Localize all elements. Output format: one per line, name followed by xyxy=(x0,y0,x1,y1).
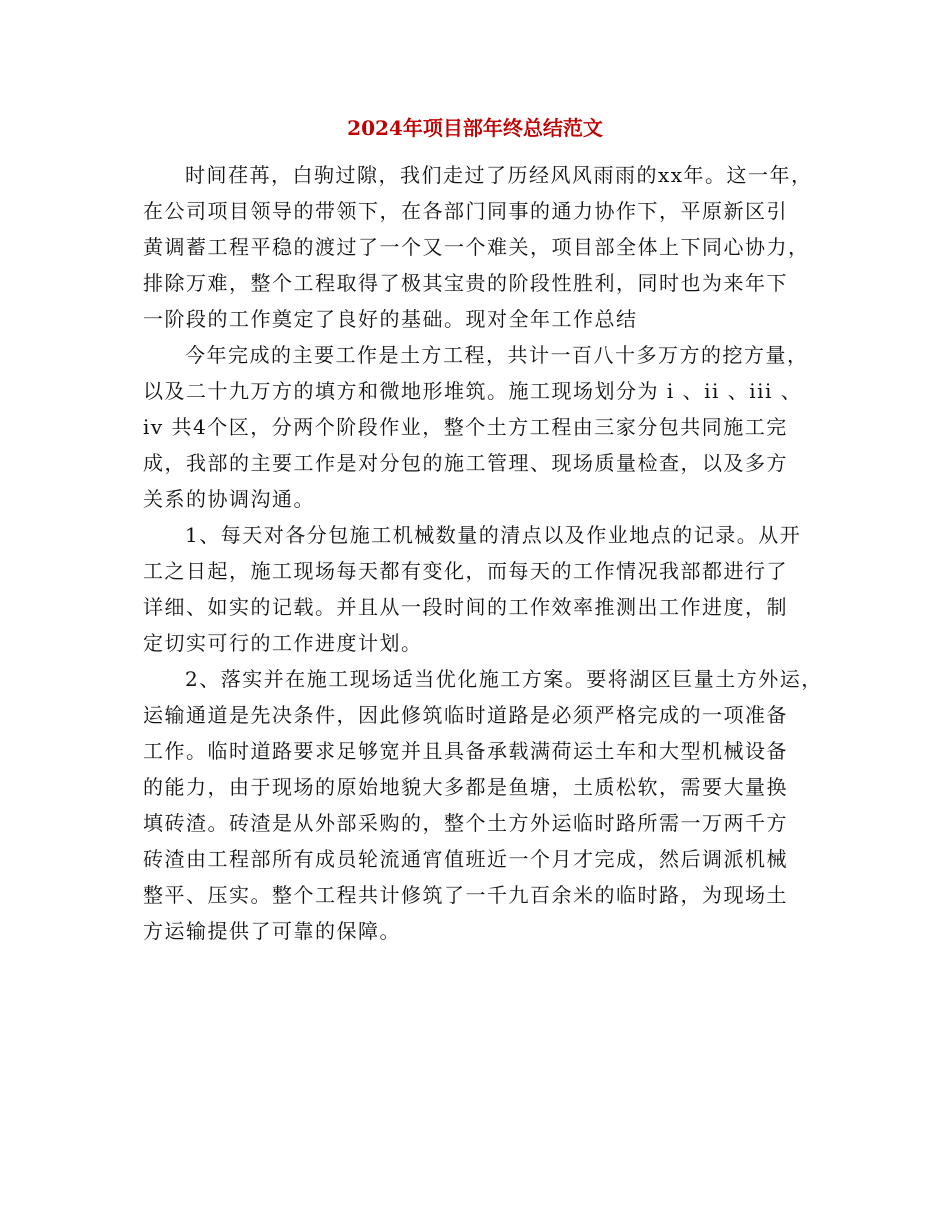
text-line: 砖渣由工程部所有成员轮流通宵值班近一个月才完成，然后调派机械 xyxy=(143,847,788,871)
text-line: 的能力，由于现场的原始地貌大多都是鱼塘，土质松软，需要大量换 xyxy=(143,775,788,799)
text-line: 黄调蓄工程平稳的渡过了一个又一个难关，项目部全体上下同心协力， xyxy=(143,235,810,259)
text-line: 定切实可行的工作进度计划。 xyxy=(143,631,423,655)
paragraph-3 xyxy=(143,517,833,661)
text-line: 详细、如实的记载。并且从一段时间的工作效率推测出工作进度，制 xyxy=(143,595,788,619)
document-title: 2024年项目部年终总结范文 xyxy=(347,116,603,140)
text-line: 填砖渣。砖渣是从外部采购的，整个土方外运临时路所需一万两千方 xyxy=(143,811,788,835)
text-line: 排除万难，整个工程取得了极其宝贵的阶段性胜利，同时也为来年下 xyxy=(143,271,788,295)
text-line: 方运输提供了可靠的保障。 xyxy=(143,919,401,943)
text-line: 运输通道是先决条件，因此修筑临时道路是必须严格完成的一项准备 xyxy=(143,703,788,727)
text-line: 在公司项目领导的带领下，在各部门同事的通力协作下，平原新区引 xyxy=(143,199,788,223)
text-line: 工之日起，施工现场每天都有变化，而每天的工作情况我部都进行了 xyxy=(143,559,788,583)
text-line: 1、每天对各分包施工机械数量的清点以及作业地点的记录。从开 xyxy=(185,523,802,547)
text-line: 今年完成的主要工作是土方工程，共计一百八十多万方的挖方量， xyxy=(185,343,809,367)
document-body xyxy=(143,157,833,949)
text-line: 以及二十九万方的填方和微地形堆筑。施工现场划分为 i 、ii 、iii 、 xyxy=(143,379,803,403)
text-line: iv 共4个区，分两个阶段作业，整个土方工程由三家分包共同施工完 xyxy=(143,415,788,439)
text-line: 工作。临时道路要求足够宽并且具备承载满荷运土车和大型机械设备 xyxy=(143,739,788,763)
text-line: 成，我部的主要工作是对分包的施工管理、现场质量检查，以及多方 xyxy=(143,451,788,475)
paragraph-1 xyxy=(143,157,833,337)
paragraph-2 xyxy=(143,337,833,517)
text-line: 关系的协调沟通。 xyxy=(143,487,315,511)
text-line: 2、落实并在施工现场适当优化施工方案。要将湖区巨量土方外运， xyxy=(185,667,823,691)
text-line: 整平、压实。整个工程共计修筑了一千九百余米的临时路，为现场土 xyxy=(143,883,788,907)
text-line: 一阶段的工作奠定了良好的基础。现对全年工作总结 xyxy=(143,307,638,331)
paragraph-4 xyxy=(143,661,833,949)
text-line: 时间荏苒，白驹过隙，我们走过了历经风风雨雨的xx年。这一年， xyxy=(185,163,813,187)
